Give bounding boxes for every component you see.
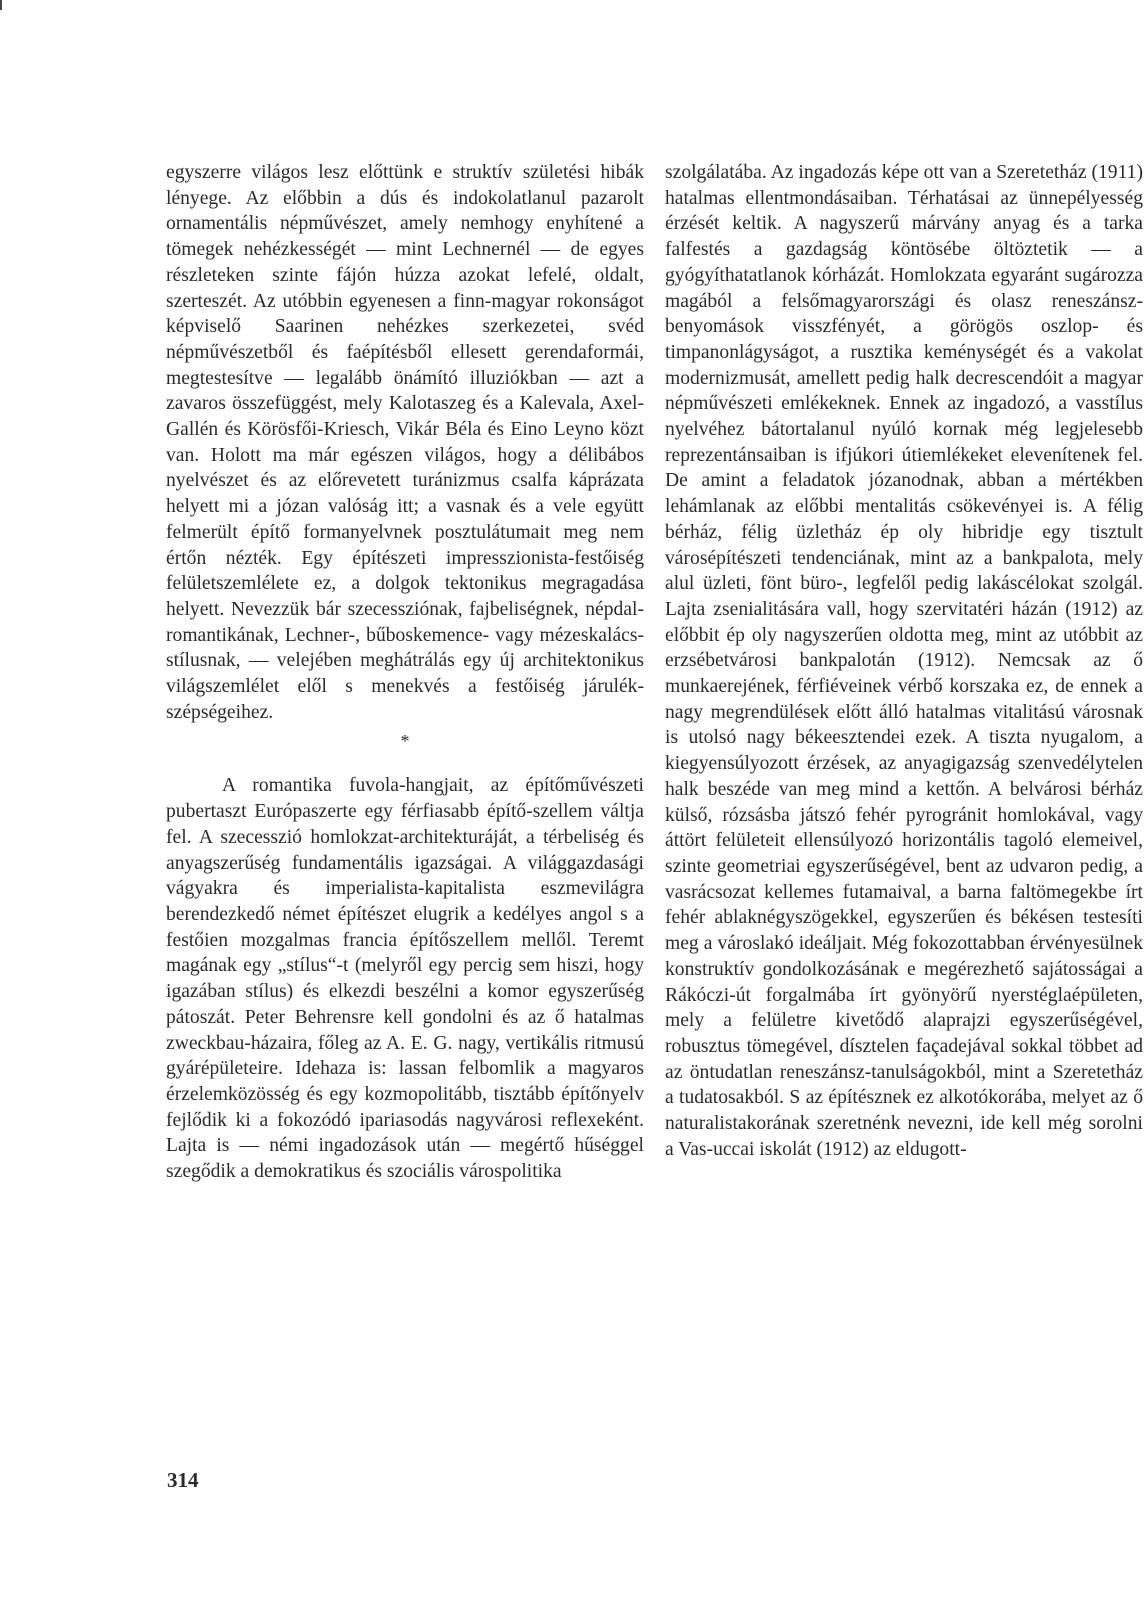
left-paragraph-2: A romantika fuvola-hangjait, az építőművészeti pubertaszt Európaszerte egy férfiasabb építő-szellem váltja fel. A szecesszió homlokzat-architekturáját, a térbeliség és anyagszerűség fundamentális igazságai. A világgazdasági vágyakra és imperialista-kapitalista eszmevilágra berendezkedő német építészet elugrik a kedélyes angol s a festőien mozgalmas francia építőszellem mellől. Teremt magának egy „stílus“-t (melyről egy percig sem hiszi, hogy igazában stílus) és elkezdi beszélni a komor egyszerűség pátoszát. Peter Behrensre kell gondolni és az ő hatalmas zweckbau-házaira, főleg az A. E. G. nagy, vertikális ritmusú gyárépületeire. Idehaza is: lassan felbomlik a magyaros érzelemközösség és egy kozmopolitább, tisztább építőnyelv fejlődik ki a fokozódó ipariasodás nagyvárosi reflexeként. Lajta is — némi ingadozások után — megértő hűséggel szegődik a demokratikus és szociális várospolitika (166, 775, 644, 1183)
left-paragraph-1: egyszerre világos lesz előttünk e struktív születési hibák lényege. Az előbbin a dús és indokolatlanul pazarolt ornamentális népművészet, amely nemhogy enyhítené a tömegek nehézkességét — mint Lechnernél — de egyes részleteken szinte fájón húzza azokat lefelé, oldalt, szerteszét. Az utóbbin egyenesen a finn-magyar rokonságot képviselő Saarinen nehézkes szerkezetei, svéd népművészetből és faépítésből ellesett gerendaformái, megtestesítve — legalább önámító illuziókban — azt a zavaros összefüggést, mely Kalotaszeg és a Kalevala, Axel-Gallén és Körösfői-Kriesch, Vikár Béla és Eino Leyno közt van. Holott ma már egészen világos, hogy a délibábos nyelvészet és az előrevetett turánizmus csalfa káprázata helyett mi a józan valóság itt; a vasnak és a vele együtt felmerült építő formanyelvnek posztulátumait meg nem értőn nézték. Egy építészeti impresszionista-festőiség felületszemlélete ez, a dolgok tektonikus megragadása helyett. Nevezzük bár szecessziónak, fajbeliségnek, népdal-romantikának, Lechner-, bűboskemence- vagy mézeskalács-stílusnak, — velejében meghátrálás egy új architektonikus világszemlélet elől s menekvés a festőiség járulék-szépségeihez. (166, 162, 644, 723)
scan-edge-mark (0, 0, 2, 10)
left-column (166, 160, 644, 1185)
right-paragraph-1: szolgálatába. Az ingadozás képe ott van a Szeretetház (1911) hatalmas ellentmondásaiban. Térhatásai az ünnepélyesség érzését keltik. A nagyszerű márvány anyag és a tarka falfestés a gazdagság köntösébe öltöztetik — a gyógyíthatatlanok kórházát. Homlokzata egyaránt sugározza magából a felsőmagyarországi és olasz reneszánsz-benyomások visszfényét, a görögös oszlop- és timpanonlágyságot, a rusztika keménységét és a vakolat modernizmusát, amellett pedig halk decrescendóit a magyar népművészeti emlékeknek. Ennek az ingadozó, a vasstílus nyelvéhez bátortalanul nyúló kornak még legjelesebb reprezentánsaiban is ifjúkori útiemlékeket elevenítenek fel. De amint a feladatok józanodnak, abban a mértékben lehámlanak az előbbi mentalitás csökevényei is. A félig bérház, félig üzletház ép oly hibridje egy tisztult városépítészeti tendenciának, mint az a bankpalota, mely alul üzleti, fönt büro-, legfelől pedig lakáscélokat szolgál. Lajta zsenialitására vall, hogy szervitatéri házán (1912) az előbbit ép oly nagyszerűen oldotta meg, mint az utóbbit az erzsébetvárosi bankpalotán (1912). Nemcsak az ő munkaerejének, férfiéveinek vérbő korszaka ez, de ennek a nagy megrendülések előtt álló hatalmas vitalitású városnak is utolsó nagy békeesztendei ezek. A tiszta nyugalom, a kiegyensúlyozott érzések, az anyagigazság szenvedélytelen halk beszéde van meg mind a kettőn. A belvárosi bérház külső, rózsásba játszó fehér pyrogránit homlokával, vagy áttört felületeit ellensúlyozó horizontális tagoló elemeivel, szinte geometriai egyszerűségével, bent az udvaron pedig, a vasrácsozat kellemes futamaival, a barna faltömegekbe írt fehér ablaknégyszögekkel, egyszerűen és békésen testesíti meg a városlakó ideáljait. Még fokozottabban érvényesülnek konstruktív gondolkozásának e megérezhető sajátosságai a Rákóczi-út forgalmába írt gyönyörű nyerstéglaépületen, mely a felületre kivetődő alaprajzi egyszerűségével, robusztus tömegével, dísztelen façadejával sokkal többet ad az öntudatlan reneszánsz-tanulságokból, mint a Szeretetház a tudatosakból. S az építésznek ez alkotókorába, melyet az ő naturalistakorának szeretnénk nevezni, ide kell még sorolni a Vas-uccai iskolát (1912) az eldugott- (665, 162, 1143, 1160)
page-number: 314 (167, 1468, 199, 1492)
section-separator: * (400, 731, 410, 752)
right-column (665, 160, 1143, 1162)
